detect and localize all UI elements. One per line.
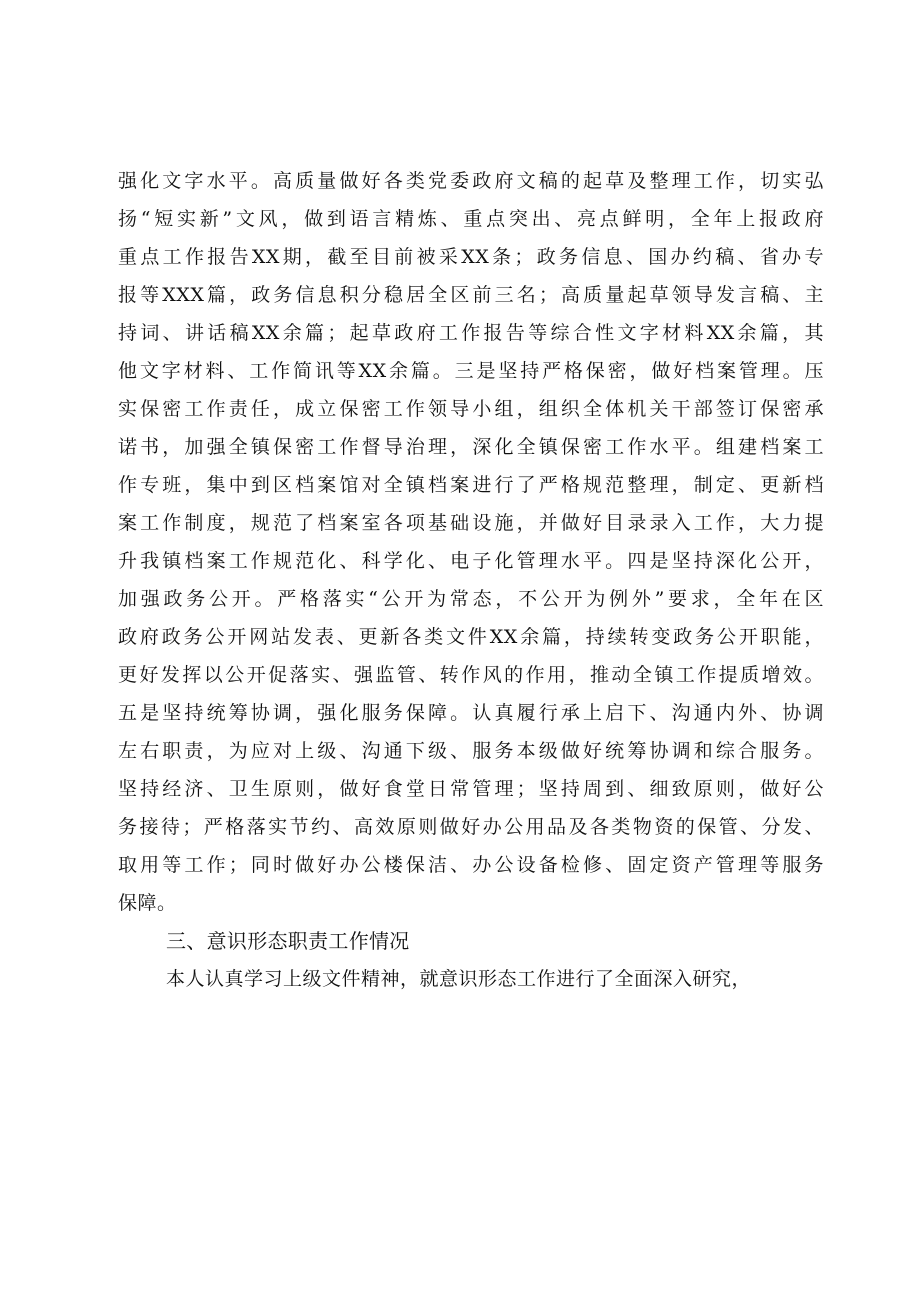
section-heading: 三、意识形态职责工作情况 — [166, 929, 410, 953]
paragraph-line: 强化文字水平。高质量做好各类党委政府文稿的起草及整理工作，切实弘 — [118, 170, 824, 192]
paragraph-line: 更好发挥以公开促落实、强监管、转作风的作用，推动全镇工作提质增效。 — [118, 664, 824, 686]
paragraph-line: 加强政务公开。严格落实“公开为常态，不公开为例外”要求，全年在区 — [118, 588, 824, 610]
paragraph-line: 案工作制度，规范了档案室各项基础设施，并做好目录录入工作，大力提 — [118, 512, 824, 534]
paragraph-line: 本人认真学习上级文件精神，就意识形态工作进行了全面深入研究， — [166, 968, 752, 990]
paragraph-line: 他文字材料、工作简讯等XX余篇。三是坚持严格保密，做好档案管理。压 — [118, 360, 824, 382]
paragraph-line: 取用等工作；同时做好办公楼保洁、办公设备检修、固定资产管理等服务 — [118, 854, 824, 876]
paragraph-line: 政府政务公开网站发表、更新各类文件XX余篇，持续转变政务公开职能， — [118, 626, 824, 648]
paragraph-line: 实保密工作责任，成立保密工作领导小组，组织全体机关干部签订保密承 — [118, 398, 824, 420]
paragraph-line: 五是坚持统筹协调，强化服务保障。认真履行承上启下、沟通内外、协调 — [118, 702, 824, 724]
paragraph-line: 坚持经济、卫生原则，做好食堂日常管理；坚持周到、细致原则，做好公 — [118, 778, 824, 800]
paragraph-line: 保障。 — [118, 892, 177, 914]
paragraph-line: 重点工作报告XX期，截至目前被采XX条；政务信息、国办约稿、省办专 — [118, 246, 824, 268]
paragraph-line: 持词、讲话稿XX余篇；起草政府工作报告等综合性文字材料XX余篇，其 — [118, 322, 824, 344]
paragraph-line: 务接待；严格落实节约、高效原则做好办公用品及各类物资的保管、分发、 — [118, 816, 824, 838]
paragraph-line: 扬“短实新”文风，做到语言精炼、重点突出、亮点鲜明，全年上报政府 — [118, 208, 824, 230]
paragraph-line: 报等XXX篇，政务信息积分稳居全区前三名；高质量起草领导发言稿、主 — [118, 284, 824, 306]
document-body — [118, 162, 824, 998]
paragraph-line: 诺书，加强全镇保密工作督导治理，深化全镇保密工作水平。组建档案工 — [118, 436, 824, 458]
paragraph-line: 作专班，集中到区档案馆对全镇档案进行了严格规范整理，制定、更新档 — [118, 474, 824, 496]
paragraph-line: 左右职责，为应对上级、沟通下级、服务本级做好统筹协调和综合服务。 — [118, 740, 824, 762]
paragraph-line: 升我镇档案工作规范化、科学化、电子化管理水平。四是坚持深化公开， — [118, 550, 824, 572]
